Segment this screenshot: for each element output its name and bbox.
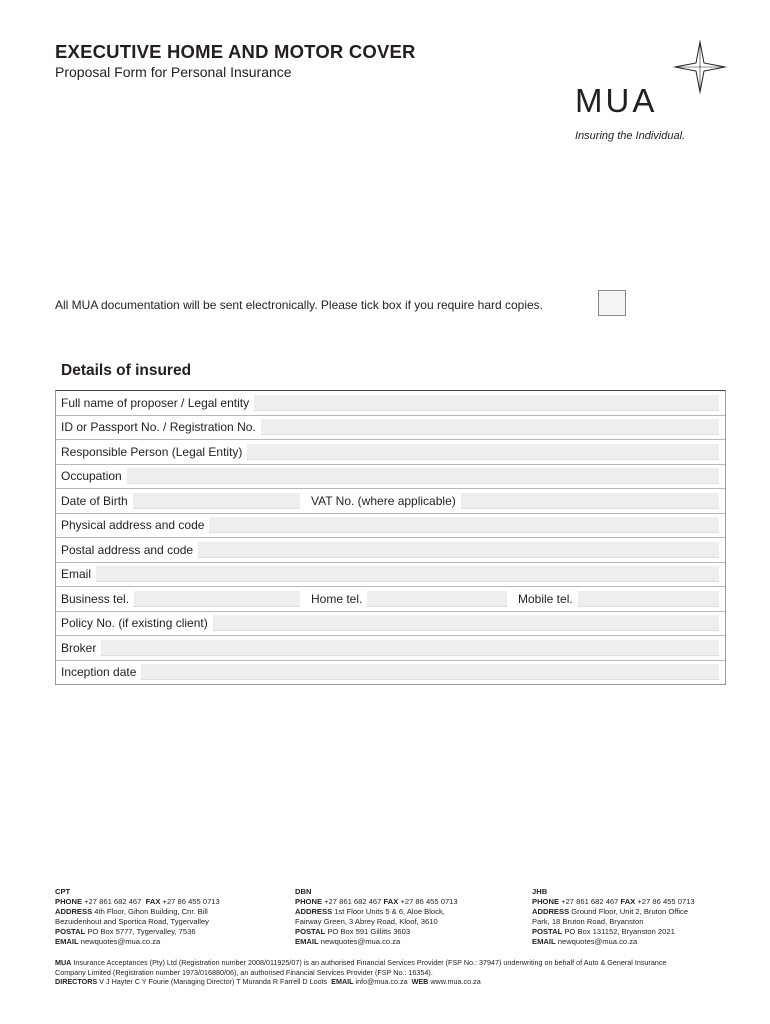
label-mobile-tel: Mobile tel. [518, 591, 573, 606]
dbn-address-2: Fairway Green, 3 Abrey Road, Kloof, 3610 [295, 917, 438, 926]
mobile-tel-segment [513, 587, 725, 611]
jhb-address-1: Ground Floor, Unit 2, Bruton Office [571, 907, 689, 916]
business-tel-field[interactable] [134, 591, 300, 607]
email-field[interactable] [96, 566, 719, 582]
row-inception [56, 661, 725, 685]
legal-mua-label: MUA [55, 958, 72, 967]
label-broker: Broker [61, 640, 97, 655]
row-policy-no [56, 612, 725, 637]
label-occupation: Occupation [61, 469, 122, 484]
jhb-fax-label: FAX [620, 897, 636, 906]
label-vat: VAT No. (where applicable) [311, 493, 456, 508]
responsible-person-field[interactable] [247, 444, 719, 460]
jhb-address-2: Park, 18 Bruton Road, Bryanston [532, 917, 644, 926]
full-name-field[interactable] [254, 395, 719, 411]
label-postal: Postal address and code [61, 542, 194, 557]
label-dob: Date of Birth [61, 493, 128, 508]
cpt-fax-label: FAX [145, 897, 161, 906]
row-id-no [56, 416, 725, 441]
cpt-postal-label: POSTAL [55, 927, 86, 936]
dbn-fax: +27 86 455 0713 [400, 897, 458, 906]
vat-segment [306, 489, 725, 513]
cpt-address-2: Bezuidenhout and Sportica Road, Tygervalley [55, 917, 209, 926]
dbn-address-1: 1st Floor Units 5 & 6, Aloe Block, [334, 907, 445, 916]
legal-line-1: Insurance Acceptances (Pty) Ltd (Registration number 2008/011925/07) is an authorised Financial Services Provider (FSP No.: 37947) underwriting on behalf of Auto & General Insurance [73, 958, 667, 967]
directors-label: DIRECTORS [55, 977, 98, 986]
cpt-postal: PO Box 5777, Tygervalley, 7536 [87, 927, 196, 936]
cpt-email[interactable]: newquotes@mua.co.za [80, 937, 161, 946]
dob-segment [56, 489, 306, 513]
dob-field[interactable] [133, 493, 300, 509]
dbn-postal: PO Box 591 Gillitts 3603 [327, 927, 411, 936]
cpt-code: CPT [55, 887, 71, 896]
row-phones [56, 587, 725, 612]
jhb-phone-label: PHONE [532, 897, 560, 906]
inception-date-field[interactable] [141, 664, 719, 680]
form-title: EXECUTIVE HOME AND MOTOR COVER [55, 41, 416, 62]
footer-cpt [55, 887, 220, 947]
directors: V J Hayter C Y Fourie (Managing Director) T Muranda R Farrell D Loots [99, 977, 328, 986]
jhb-code: JHB [532, 887, 548, 896]
form-subtitle: Proposal Form for Personal Insurance [55, 64, 292, 80]
policy-no-field[interactable] [213, 615, 719, 631]
hard-copy-notice: All MUA documentation will be sent electronically. Please tick box if you require hard copies. [55, 298, 544, 312]
legal-footer [55, 958, 735, 987]
dbn-phone-label: PHONE [295, 897, 323, 906]
web-label: WEB [411, 977, 429, 986]
dbn-code: DBN [295, 887, 312, 896]
label-policy-no: Policy No. (if existing client) [61, 616, 208, 631]
dbn-fax-label: FAX [383, 897, 399, 906]
cpt-phone-label: PHONE [55, 897, 83, 906]
label-responsible: Responsible Person (Legal Entity) [61, 444, 243, 459]
legal-email-label: EMAIL [331, 977, 354, 986]
label-inception: Inception date [61, 665, 137, 680]
insured-details-form [55, 390, 726, 685]
cpt-email-label: EMAIL [55, 937, 79, 946]
legal-line-2: Company Limited (Registration number 1973/016880/06), an authorised Financial Services Provider (FSP No.: 16354). [55, 967, 433, 977]
home-tel-field[interactable] [367, 591, 507, 607]
row-occupation [56, 465, 725, 490]
jhb-postal-label: POSTAL [532, 927, 563, 936]
label-email: Email [61, 567, 92, 582]
jhb-phone: +27 861 682 467 [561, 897, 619, 906]
row-responsible [56, 440, 725, 465]
jhb-address-label: ADDRESS [532, 907, 570, 916]
vat-field[interactable] [461, 493, 719, 509]
hard-copy-checkbox[interactable] [598, 290, 626, 316]
mobile-tel-field[interactable] [578, 591, 719, 607]
label-id-no: ID or Passport No. / Registration No. [61, 420, 256, 435]
section-title: Details of insured [61, 362, 192, 379]
postal-address-field[interactable] [198, 542, 719, 558]
label-home-tel: Home tel. [311, 591, 363, 606]
mua-logo: MUA [575, 82, 658, 119]
row-dob-vat [56, 489, 725, 514]
jhb-email-label: EMAIL [532, 937, 556, 946]
physical-address-field[interactable] [209, 517, 719, 533]
footer-dbn [295, 887, 458, 947]
dbn-email[interactable]: newquotes@mua.co.za [320, 937, 401, 946]
broker-field[interactable] [101, 640, 719, 656]
dbn-postal-label: POSTAL [295, 927, 326, 936]
label-physical: Physical address and code [61, 518, 205, 533]
row-postal [56, 538, 725, 563]
legal-email[interactable]: info@mua.co.za [355, 977, 408, 986]
jhb-postal: PO Box 131152, Bryanston 2021 [564, 927, 675, 936]
tagline: Insuring the Individual. [575, 130, 686, 142]
footer-jhb [532, 887, 695, 947]
home-tel-segment [306, 587, 513, 611]
dbn-email-label: EMAIL [295, 937, 319, 946]
row-broker [56, 636, 725, 661]
row-email [56, 563, 725, 588]
web-link[interactable]: www.mua.co.za [430, 977, 481, 986]
jhb-fax: +27 86 455 0713 [637, 897, 695, 906]
jhb-email[interactable]: newquotes@mua.co.za [557, 937, 638, 946]
cpt-fax: +27 86 455 0713 [162, 897, 220, 906]
row-full-name [56, 391, 725, 416]
cpt-address-1: 4th Floor, Gihon Building, Cnr. Bill [94, 907, 208, 916]
label-business-tel: Business tel. [61, 591, 130, 606]
dbn-address-label: ADDRESS [295, 907, 333, 916]
label-full-name: Full name of proposer / Legal entity [61, 395, 250, 410]
cpt-phone: +27 861 682 467 [84, 897, 142, 906]
dbn-phone: +27 861 682 467 [324, 897, 382, 906]
row-physical [56, 514, 725, 539]
occupation-field[interactable] [127, 468, 719, 484]
cpt-address-label: ADDRESS [55, 907, 93, 916]
business-tel-segment [56, 587, 306, 611]
id-no-field[interactable] [261, 419, 719, 435]
